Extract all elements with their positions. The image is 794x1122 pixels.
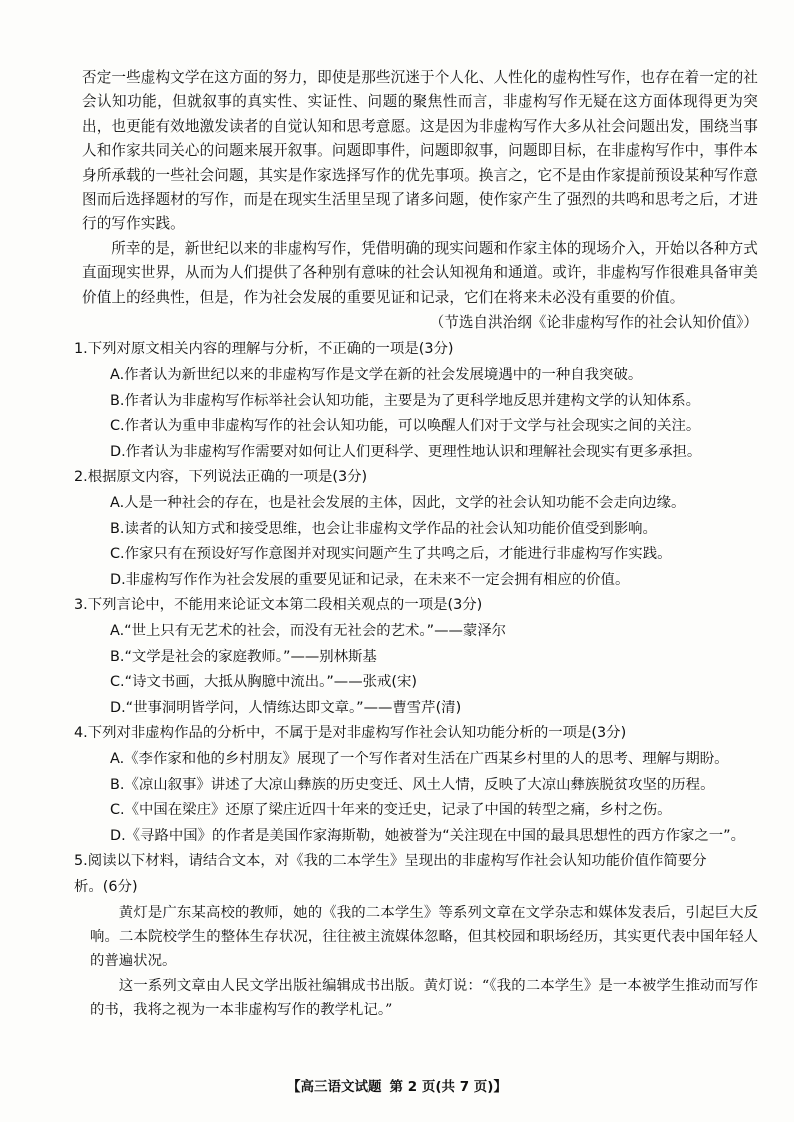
option-a: A.“世上只有无艺术的社会，而没有无社会的艺术。”——蒙泽尔 (110, 623, 507, 639)
option-d: D.“世事洞明皆学问，人情练达即文章。”——曹雪芹(清) (110, 699, 462, 716)
article-source: （节选自洪治纲《论非虚构写作的社会认知价值》） (429, 314, 758, 332)
option-d: D.非虚构写作作为社会发展的重要见证和记录，在未来不一定会拥有相应的价值。 (110, 571, 630, 588)
option-c: C.“诗文书画，大抵从胸臆中流出。”——张戒(宋) (110, 674, 417, 691)
question-5 (74, 849, 758, 1022)
option-b: B.《凉山叙事》讲述了大凉山彝族的历史变迁、风土人情，反映了大凉山彝族脱贫攻坚的历程。 (110, 776, 715, 793)
question-1 (74, 337, 758, 465)
question-stem: 4.下列对非虚构作品的分析中，不属于是对非虚构写作社会认知功能分析的一项是(3分) (74, 725, 627, 742)
material-paragraph-1: 黄灯是广东某高校的教师，她的《我的二本学生》等系列文章在文学杂志和媒体发表后，引起巨大反响。二本院校学生的整体生存状况，往往被主流媒体忽略，但其校园和职场经历，其实更代表中国年轻人的普遍状况。 (90, 904, 758, 970)
option-a: A.作者认为新世纪以来的非虚构写作是文学在新的社会发展境遇中的一种自我突破。 (110, 367, 643, 384)
option-a: A.人是一种社会的存在，也是社会发展的主体，因此，文学的社会认知功能不会走向边缘。 (110, 495, 686, 512)
question-4 (74, 721, 758, 849)
option-b: B.读者的认知方式和接受思维，也会让非虚构文学作品的社会认知功能价值受到影响。 (110, 520, 657, 537)
option-b: B.“文学是社会的家庭教师。”——别林斯基 (110, 648, 377, 665)
material-paragraph-2: 这一系列文章由人民文学出版社编辑成书出版。黄灯说：“《我的二本学生》是一本被学生推动而写作的书，我将之视为一本非虚构写作的教学札记。” (90, 977, 758, 1019)
question-stem: 1.下列对原文相关内容的理解与分析，不正确的一项是(3分) (74, 341, 454, 358)
option-c: C.作家只有在预设好写作意图并对现实问题产生了共鸣之后，才能进行非虚构写作实践。 (110, 546, 672, 563)
question-2 (74, 465, 758, 593)
question-stem: 5.阅读以下材料，请结合文本，对《我的二本学生》呈现出的非虚构写作社会认知功能价值作简要分 (74, 853, 707, 870)
footer-page-number: 第 2 页(共 7 页)】 (389, 1079, 507, 1095)
question-stem-continued: 析。(6分) (74, 878, 138, 895)
option-d: D.《寻路中国》的作者是美国作家海斯勒，她被誉为“关注现在中国的最具思想性的西方作家之一”。 (110, 827, 745, 844)
option-c: C.作者认为重申非虚构写作的社会认知功能，可以唤醒人们对于文学与社会现实之间的关注。 (110, 418, 701, 435)
question-stem: 3.下列言论中，不能用来论证文本第二段相关观点的一项是(3分) (74, 597, 483, 614)
option-d: D.作者认为非虚构写作需要对如何让人们更科学、更理性地认识和理解社会现实有更多承担。 (110, 443, 702, 460)
question-3 (74, 593, 758, 721)
article-paragraph-1: 否定一些虚构文学在这方面的努力，即使是那些沉迷于个人化、人性化的虚构性写作，也存在着一定的社会认知功能，但就叙事的真实性、实证性、问题的聚焦性而言，非虚构写作无疑在这方面体现得更为突出，也更能有效地激发读者的自觉认知和思考意愿。这是因为非虚构写作大多从社会问题出发，围绕当事人和作家共同关心的问题来展开叙事。问题即事件，问题即叙事，问题即目标，在非虚构写作中，事件本身所承载的一些社会问题，其实是作家选择写作的优先事项。换言之，它不是由作家提前预设某种写作意图而后选择题材的写作，而是在现实生活里呈现了诸多问题，使作家产生了强烈的共鸣和思考之后，才进行的写作实践。 (82, 69, 758, 233)
page-content (74, 66, 758, 1023)
option-b: B.作者认为非虚构写作标举社会认知功能，主要是为了更科学地反思并建构文学的认知体系。 (110, 392, 701, 409)
article-paragraph-2: 所幸的是，新世纪以来的非虚构写作，凭借明确的现实问题和作家主体的现场介入，开始以各种方式直面现实世界，从而为人们提供了各种别有意味的社会认知视角和通道。或许，非虚构写作很难具备审美价值上的经典性，但是，作为社会发展的重要见证和记录，它们在将来未必没有重要的价值。 (82, 239, 758, 306)
question-stem: 2.根据原文内容，下列说法正确的一项是(3分) (74, 469, 368, 486)
option-a: A.《李作家和他的乡村朋友》展现了一个写作者对生活在广西某乡村里的人的思考、理解与期盼。 (110, 750, 729, 767)
option-c: C.《中国在梁庄》还原了梁庄近四十年来的变迁史，记录了中国的转型之痛，乡村之伤。 (110, 802, 672, 819)
page-footer (0, 1075, 794, 1095)
footer-title: 【高三语文试题 (287, 1079, 382, 1095)
